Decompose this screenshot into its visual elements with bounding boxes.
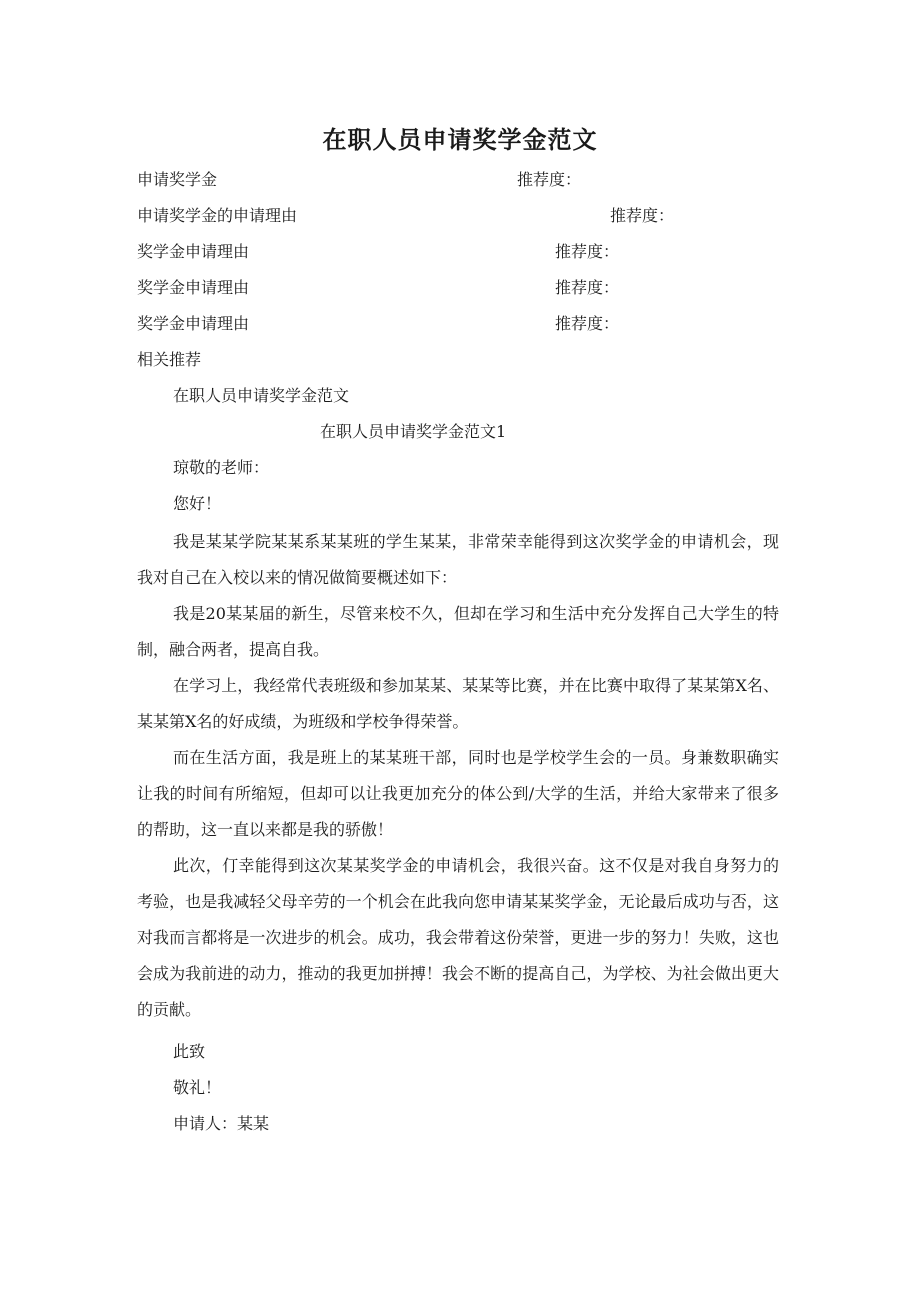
signature: 申请人：某某 — [173, 1114, 270, 1133]
toc-rating-2: 推荐度： — [610, 206, 675, 225]
toc-rating-5: 推荐度： — [555, 314, 620, 333]
body-paragraph-5: 此次，仃幸能得到这次某某奖学金的申请机会，我很兴奋。这不仅是对我自身努力的考验，也是我减轻父母辛劳的一个机会在此我向您申请某某奖学金，无论最后成功与否，这对我而言都将是一次进步的机会。成功，我会带着这份荣誉，更进一步的努力！失败，这也会成为我前进的动力，推动的我更加拼搏！我会不断的提高自己，为学校、为社会做出更大的贡献。 — [137, 856, 779, 1019]
salutation: 琼敬的老师： — [173, 458, 270, 477]
toc-rating-3: 推荐度： — [555, 242, 620, 261]
body-paragraph-4: 而在生活方面，我是班上的某某班干部，同时也是学校学生会的一员。身兼数职确实让我的时间有所缩短，但却可以让我更加充分的体公到/大学的生活，并给大家带来了很多的帮助，这一直以来都是我的骄傲！ — [137, 748, 779, 839]
related-heading: 相关推荐 — [137, 350, 202, 369]
toc-rating-1: 推荐度： — [517, 170, 582, 189]
article-subtitle: 在职人员申请奖学金范文1 — [320, 422, 507, 441]
greeting: 您好！ — [173, 494, 222, 513]
body-paragraph-1: 我是某某学院某某系某某班的学生某某，非常荣幸能得到这次奖学金的申请机会，现我对自己在入校以来的情况做简要概述如下： — [137, 532, 779, 587]
article-title: 在职人员申请奖学金范文 — [173, 386, 350, 405]
closing: 此致 — [173, 1042, 206, 1061]
toc-link-5[interactable]: 奖学金申请理由 — [137, 314, 250, 333]
toc-rating-4: 推荐度： — [555, 278, 620, 297]
body-paragraph-3: 在学习上，我经常代表班级和参加某某、某某等比赛，并在比赛中取得了某某第X名、某某第X名的好成绩，为班级和学校争得荣誉。 — [137, 676, 779, 731]
toc-link-4[interactable]: 奖学金申请理由 — [137, 278, 250, 297]
toc-link-2[interactable]: 申请奖学金的申请理由 — [137, 206, 298, 225]
toc-link-3[interactable]: 奖学金申请理由 — [137, 242, 250, 261]
document-title: 在职人员申请奖学金范文 — [322, 126, 598, 154]
body-paragraph-2: 我是20某某届的新生，尽管来校不久，但却在学习和生活中充分发挥自己大学生的特制，融合两者，提高自我。 — [137, 604, 779, 659]
regards: 敬礼！ — [173, 1078, 222, 1097]
toc-link-1[interactable]: 申请奖学金 — [137, 170, 218, 189]
